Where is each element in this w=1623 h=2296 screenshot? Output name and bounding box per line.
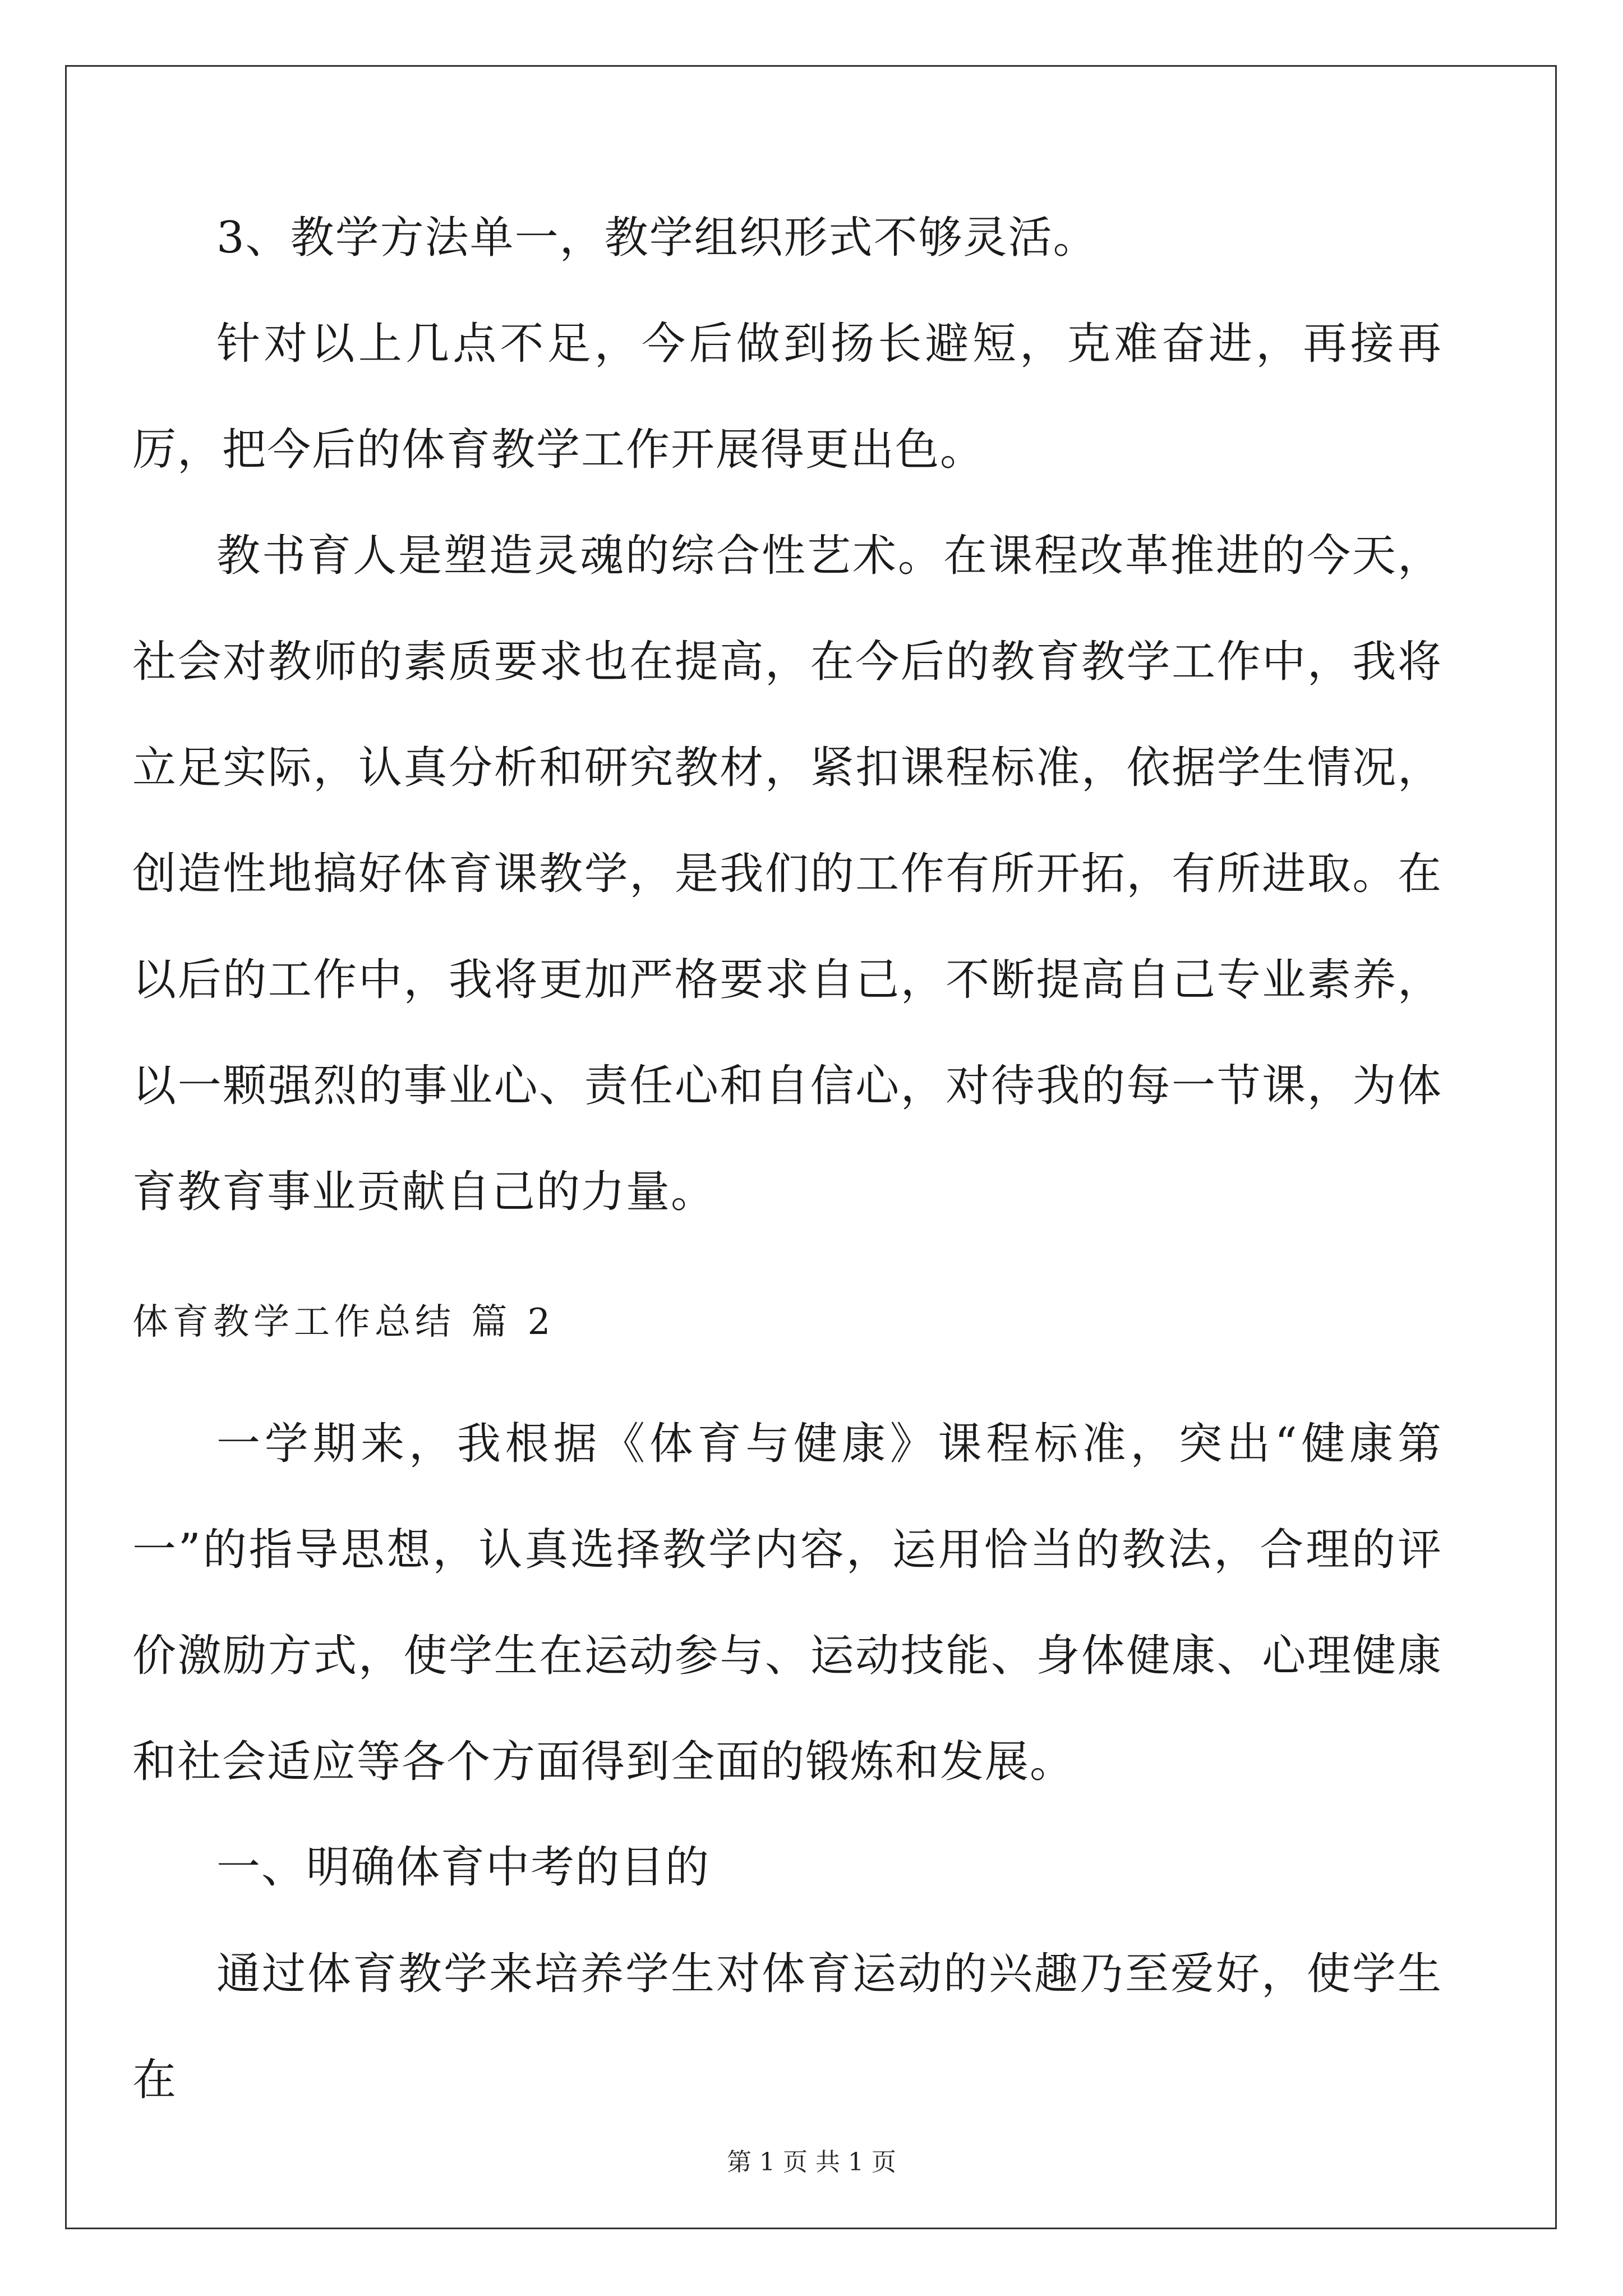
section-paragraph-3: 通过体育教学来培养学生对体育运动的兴趣乃至爱好，使学生在 (132, 1949, 1442, 2105)
paragraph-1: 3、教学方法单一，教学组织形式不够灵活。 (216, 213, 1098, 263)
section-paragraph-2: 一、明确体育中考的目的 (216, 1842, 711, 1893)
paragraph-2: 针对以上几点不足，今后做到扬长避短，克难奋进，再接再厉，把今后的体育教学工作开展得更出色。 (132, 319, 1442, 475)
page-footer: 第 1 页 共 1 页 (727, 2148, 896, 2177)
paragraph-3: 教书育人是塑造灵魂的综合性艺术。在课程改革推进的今天，社会对教师的素质要求也在提高，在今后的教育教学工作中，我将立足实际，认真分析和研究教材，紧扣课程标准，依据学生情况，创造性地搞好体育课教学，是我们的工作有所开拓，有所进取。在以后的工作中，我将更加严格要求自己，不断提高自己专业素养，以一颗强烈的事业心、责任心和自信心，对待我的每一节课，为体育教育事业贡献自己的力量。 (132, 531, 1442, 1217)
section-heading: 体育教学工作总结 篇 2 (132, 1301, 555, 1343)
section-paragraph-1: 一学期来，我根据《体育与健康》课程标准，突出“健康第一”的指导思想，认真选择教学内容，运用恰当的教法，合理的评价激励方式，使学生在运动参与、运动技能、身体健康、心理健康和社会适应等各个方面得到全面的锻炼和发展。 (132, 1419, 1442, 1787)
